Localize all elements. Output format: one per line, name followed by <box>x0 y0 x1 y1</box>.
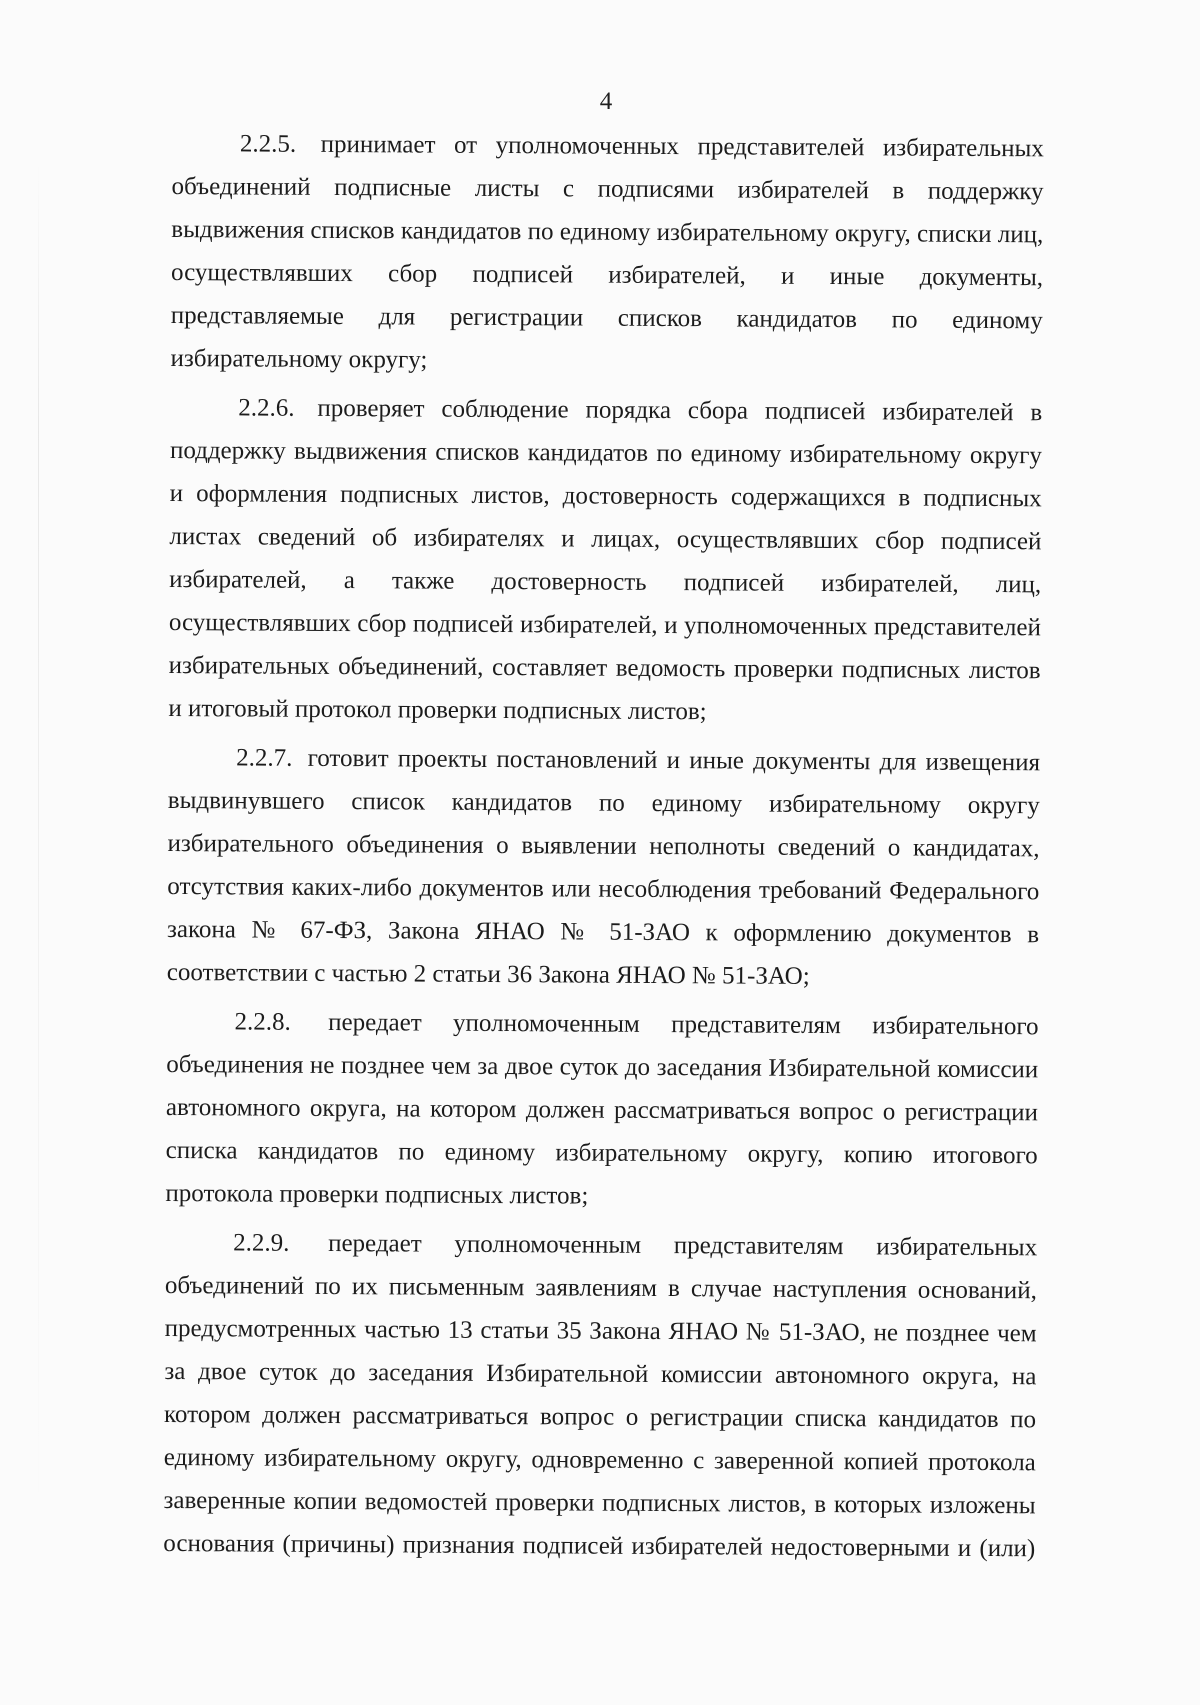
paragraph-number: 2.2.9. <box>233 1229 290 1257</box>
paragraph-number: 2.2.7. <box>236 744 293 772</box>
paragraph-2-2-5 <box>170 122 1044 385</box>
scan-edge-shadow <box>38 160 39 1520</box>
paragraph-number: 2.2.5. <box>239 130 297 158</box>
page-number: 4 <box>599 88 613 115</box>
paragraph-text: передает уполномоченным представителям избирательных объединений по их письменным заявлениям в случае наступления оснований, предусмотренных частью 13 статьи 35 Закона ЯНАО № 51-ЗАО, не позднее чем за двое суток до заседания Избирательной комиссии автономного округа, на котором должен рассматриваться вопрос о регистрации списка кандидатов по единому избирательному округу, одновременно с заверенной копией протокола заверенные копии ведомостей проверки подписных листов, в которых изложены основания (причины) признания подписей избирателей недостоверными и (или) <box>163 1229 1038 1563</box>
paragraph-text: проверяет соблюдение порядка сбора подписей избирателей в поддержку выдвижения списков кандидатов по единому избирательному округу и оформления подписных листов, достоверность содержащихся в подписных листах сведений об избирателях и лицах, осуществлявших сбор подписей избирателей, а также достоверность подписей избирателей, лиц, осуществлявших сбор подписей избирателей, и уполномоченных представителей избирательных объединений, составляет ведомость проверки подписных листов и итоговый протокол проверки подписных листов; <box>168 394 1043 726</box>
paragraph-text: передает уполномоченным представителям избирательного объединения не позднее чем за двое суток до заседания Избирательной комиссии автономного округа, на котором должен рассматриваться вопрос о регистрации списка кандидатов по единому избирательному округу, копию итогового протокола проверки подписных листов; <box>165 1008 1039 1210</box>
document-body <box>163 122 1044 1576</box>
paragraph-2-2-9 <box>163 1221 1037 1570</box>
paragraph-2-2-8 <box>165 1000 1038 1220</box>
paragraph-2-2-6 <box>168 386 1042 735</box>
paragraph-number: 2.2.6. <box>238 394 295 422</box>
paragraph-2-2-7 <box>167 736 1041 999</box>
paragraph-number: 2.2.8. <box>234 1008 291 1036</box>
paragraph-text: принимает от уполномоченных представителей избирательных объединений подписные листы с подписями избирателей в поддержку выдвижения списков кандидатов по единому избирательному округу, списки лиц, осуществлявших сбор подписей избирателей, и иные документы, представляемые для регистрации списков кандидатов по единому избирательному округу; <box>170 130 1044 374</box>
paragraph-text: готовит проекты постановлений и иные документы для извещения выдвинувшего список кандидатов по единому избирательному округу избирательного объединения о выявлении неполноты сведений о кандидатах, отсутствия каких-либо документов или несоблюдения требований Федерального закона № 67-ФЗ, Закона ЯНАО № 51-ЗАО к оформлению документов в соответствии с частью 2 статьи 36 Закона ЯНАО № 51-ЗАО; <box>166 744 1041 990</box>
